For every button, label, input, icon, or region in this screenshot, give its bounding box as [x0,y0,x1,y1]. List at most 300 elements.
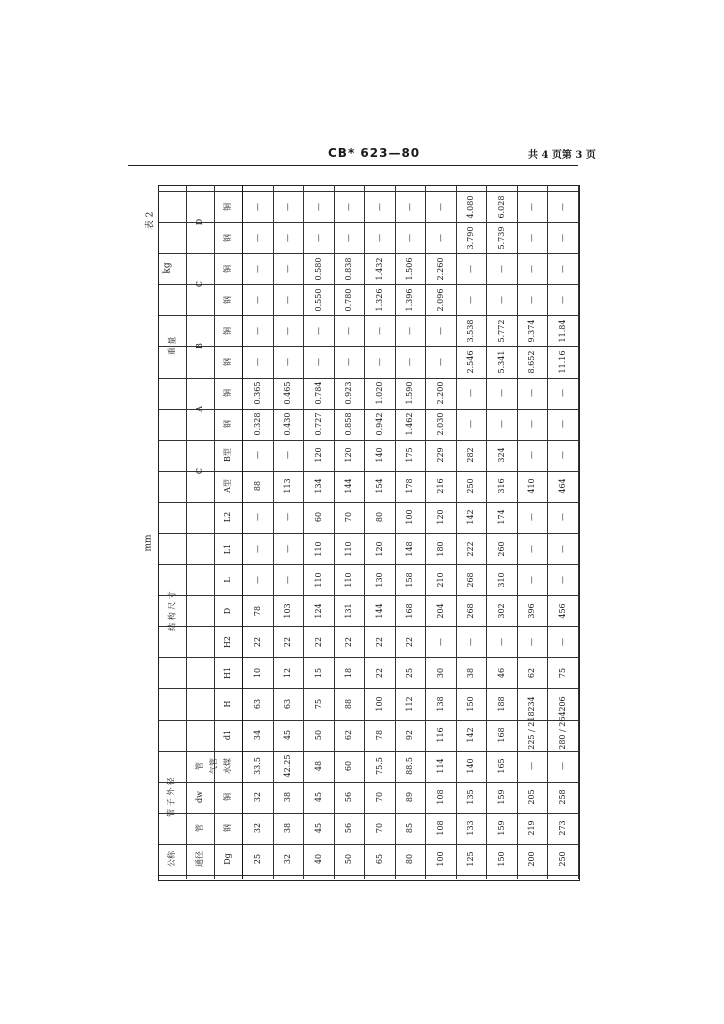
column-header: L1 [222,543,232,554]
table-cell: 42.25 [282,754,292,778]
table-cell: 38 [282,823,292,834]
column-header: 水煤 [222,758,232,775]
column-header: 钢 [222,358,232,366]
grid-line [547,185,548,879]
grid-line [395,185,396,879]
table-cell: 50 [313,729,323,741]
table-cell: 12 [282,667,292,678]
header-c: C [194,467,204,474]
table-cell: 219 [527,820,537,836]
table-cell: 48 [313,761,323,772]
table-cell: 273 [557,820,567,836]
table-cell: — [557,544,567,553]
column-header: D [222,607,232,614]
table-cell: 80 [374,512,384,523]
table-cell: — [557,295,567,304]
table-cell: 0.580 [313,257,323,281]
table-cell: 70 [374,823,384,834]
table-cell: 38 [282,792,292,803]
table-cell: — [282,202,292,211]
table-cell: 2.260 [435,257,445,281]
table-cell: — [252,326,262,335]
column-header: L [222,576,232,583]
table-cell: 5.772 [496,319,506,343]
table-cell: — [527,264,537,273]
column-header: 铜 [222,793,232,802]
table-cell: 11.16 [557,350,567,374]
table-cell: 280 / 264 [557,711,567,750]
grid-line [158,533,578,534]
table-cell: 11.84 [557,319,567,343]
grid-line [158,688,578,689]
table-cell: — [557,513,567,522]
table-cell: — [374,233,384,242]
table-cell: 113 [282,478,292,494]
table-cell: 100 [404,509,414,526]
table-cell: 25 [404,667,414,678]
table-cell: 200 [527,851,537,868]
table-cell: 100 [435,851,445,868]
table-cell: 120 [435,509,445,526]
table-cell: 174 [496,509,506,526]
table-cell: 131 [343,603,353,619]
table-cell: — [343,326,353,335]
grid-line [456,185,457,879]
table-cell: 65 [374,854,384,865]
table-cell: — [527,451,537,460]
table-cell: — [343,202,353,211]
table-cell: — [313,358,323,366]
table-cell: 260 [496,540,506,557]
table-cell: — [466,264,476,273]
table-cell: — [252,513,262,522]
table-cell: — [404,202,414,211]
table-cell: — [252,233,262,242]
table-cell: 150 [496,851,506,868]
table-cell: — [252,358,262,366]
table-cell: 142 [466,509,476,526]
table-cell: 22 [404,636,414,647]
table-cell: 56 [343,792,353,803]
table-cell: 112 [404,696,414,712]
header-mass: 重 量 [167,337,176,356]
table-cell: — [496,295,506,304]
table-cell: — [252,544,262,553]
table-cell: 110 [343,571,353,588]
table-cell: 1.506 [404,257,414,281]
table-cell: 103 [282,603,292,619]
table-cell: — [557,264,567,273]
table-cell: 30 [435,667,445,678]
table-cell: 1.396 [404,288,414,312]
table-cell: 33.5 [252,757,262,776]
table-cell: 34 [252,729,262,741]
table-cell: — [527,202,537,211]
table-cell: 9.374 [527,319,537,343]
header-pipe-od: 管 子 外 径 [167,777,177,818]
table-cell: 110 [313,540,323,557]
table-cell: — [435,233,445,242]
table-cell: 1.462 [404,412,414,436]
table-cell: 148 [404,540,414,557]
table-cell: 268 [466,603,476,619]
table-cell: 100 [374,696,384,712]
document-code: CB* 623—80 [328,146,421,160]
table-cell: — [343,233,353,242]
table-cell: 46 [496,667,506,678]
table-cell: — [343,358,353,366]
table-cell: — [527,420,537,429]
table-cell: 0.328 [252,412,262,436]
table-cell: 32 [252,792,262,803]
table-cell: 45 [313,823,323,834]
table-cell: 10 [252,667,262,678]
table-cell: — [282,326,292,335]
table-cell: 75 [313,698,323,710]
table-cell: 222 [466,540,476,557]
table-cell: — [557,389,567,398]
table-cell: — [527,762,537,771]
table-cell: 140 [466,758,476,774]
column-header: H [222,700,232,708]
grid-line [334,185,335,879]
table-cell: 22 [282,636,292,647]
table-cell: 180 [435,540,445,557]
column-header: 钢 [222,420,232,429]
table-cell: 22 [313,636,323,647]
table-cell: — [557,420,567,429]
table-cell: 140 [374,447,384,463]
table-cell: — [313,326,323,335]
table-cell: 120 [374,540,384,557]
column-header: 铜 [222,389,232,398]
table-cell: 110 [313,571,323,588]
table-cell: — [252,295,262,304]
table-cell: — [527,233,537,242]
table-cell: — [527,637,537,646]
grid-line [425,185,426,879]
grid-line [158,346,578,347]
table-cell: 0.838 [343,257,353,281]
table-cell: 0.465 [282,381,292,405]
column-header: H1 [222,666,232,679]
table-cell: 108 [435,820,445,836]
table-cell: 2.200 [435,381,445,405]
table-cell: 3.790 [466,226,476,250]
table-cell: — [252,575,262,584]
grid-line [486,185,487,879]
grid-line [158,284,578,285]
header-ga: A [194,405,204,412]
header-nominal: 公称 [166,851,176,868]
table-cell: — [282,233,292,242]
grid-line [517,185,518,879]
column-header: Dg [222,853,232,866]
table-cell: 56 [343,823,353,834]
table-cell: 6.028 [496,195,506,218]
table-cell: 234 [527,696,537,712]
table-cell: 0.365 [252,381,262,405]
table-cell: 110 [343,540,353,557]
column-header: 铜 [222,202,232,211]
table-cell: 25 [252,854,262,865]
table-cell: — [282,264,292,273]
grid-line [158,626,578,627]
column-header: d1 [222,729,232,741]
grid-line [158,315,578,316]
grid-line [273,185,274,879]
table-cell: 62 [527,667,537,678]
table-cell: — [527,544,537,553]
table-cell: 92 [404,729,414,741]
table-cell: 40 [313,854,323,865]
table-cell: — [404,326,414,335]
table-cell: 114 [435,758,445,774]
table-cell: 5.341 [496,350,506,374]
table-cell: 216 [435,478,445,494]
table-cell: — [527,513,537,522]
table-cell: 150 [466,696,476,712]
table-cell: 116 [435,727,445,743]
table-cell: — [435,202,445,211]
grid-line [364,185,365,879]
table-cell: 1.590 [404,381,414,405]
grid-line [303,185,304,879]
table-cell: — [527,575,537,584]
table-cell: — [374,202,384,211]
unit-dimension: mm [143,534,154,552]
header-gas-pipe: 气管 [208,758,218,775]
table-cell: 63 [282,698,292,710]
table-cell: 120 [343,447,353,463]
table-cell: 175 [404,447,414,463]
table-cell: — [282,544,292,553]
table-cell: 18 [343,667,353,678]
column-header: 铜 [222,326,232,335]
table-cell: — [557,451,567,460]
table-cell: 5.739 [496,226,506,250]
table-cell: — [466,420,476,429]
table-cell: 250 [557,851,567,868]
table-cell: 70 [374,792,384,803]
table-cell: 45 [282,729,292,741]
table-cell: — [252,451,262,460]
header-rule [128,165,578,166]
table-cell: — [466,295,476,304]
table-cell: 60 [313,512,323,523]
table-cell: 0.923 [343,381,353,405]
table-cell: 1.020 [374,381,384,405]
table-cell: 250 [466,478,476,494]
table-cell: — [557,202,567,211]
table-cell: 0.727 [313,412,323,436]
table-cell: 188 [496,696,506,712]
table-cell: 70 [343,512,353,523]
table-cell: — [374,326,384,335]
table-cell: — [527,295,537,304]
grid-line [186,185,187,879]
table-cell: 456 [557,603,567,619]
table-cell: 144 [343,478,353,494]
table-cell: 89 [404,792,414,803]
table-cell: — [282,575,292,584]
table-cell: 316 [496,478,506,494]
table-cell: — [557,762,567,771]
table-cell: 210 [435,571,445,588]
table-cell: 125 [466,851,476,868]
table-cell: 135 [466,789,476,805]
column-header: A型 [222,479,232,494]
table-cell: 50 [343,854,353,865]
table-cell: 0.430 [282,412,292,436]
table-cell: 124 [313,603,323,619]
data-table [158,185,580,881]
grid-line [158,657,578,658]
table-cell: 168 [404,603,414,619]
header-gb: B [194,343,204,350]
grid-line [158,564,578,565]
table-cell: — [313,202,323,211]
table-cell: — [496,637,506,646]
table-cell: 154 [374,478,384,494]
table-cell: 158 [404,571,414,588]
table-cell: — [313,233,323,242]
grid-line [158,191,578,192]
table-cell: 159 [496,820,506,836]
table-cell: 22 [252,636,262,647]
header-dims: 结 构 尺 寸 [167,590,176,631]
table-cell: 88 [343,698,353,710]
table-cell: — [435,326,445,335]
table-cell: 78 [252,605,262,616]
table-cell: 268 [466,571,476,588]
table-cell: — [557,637,567,646]
table-cell: 22 [374,636,384,647]
column-header: 铜 [222,264,232,273]
table-cell: 75 [557,667,567,678]
table-cell: 75.5 [374,757,384,776]
header-steel-pipe: 管 [194,824,204,833]
table-cell: — [404,233,414,242]
table-cell: 178 [404,478,414,494]
grid-line [158,875,578,876]
table-cell: 302 [496,603,506,619]
table-cell: — [282,513,292,522]
table-cell: 63 [252,698,262,710]
table-cell: 15 [313,667,323,678]
column-header: 钢 [222,233,232,242]
unit-mass: kg [162,262,173,274]
table-cell: — [557,233,567,242]
table-cell: 159 [496,789,506,805]
table-cell: 130 [374,571,384,588]
table-cell: — [404,358,414,366]
table-cell: — [252,202,262,211]
table-cell: 206 [557,696,567,712]
column-header: B型 [222,448,232,463]
table-cell: — [496,264,506,273]
table-cell: 142 [466,727,476,743]
table-cell: 258 [557,789,567,805]
table-cell: 88.5 [404,757,414,776]
table-cell: 410 [527,478,537,494]
table-cell: 229 [435,447,445,463]
table-cell: 62 [343,729,353,741]
table-cell: 204 [435,603,445,619]
table-cell: — [374,358,384,366]
table-cell: 32 [282,854,292,865]
header-gd: D [194,218,204,226]
grid-line [578,185,579,879]
table-cell: 108 [435,789,445,805]
table-cell: 38 [466,667,476,678]
table-cell: 85 [404,823,414,834]
table-cell: 0.784 [313,381,323,405]
table-cell: 2.096 [435,288,445,312]
table-cell: — [435,637,445,646]
table-label: 表 2 [145,211,156,230]
table-cell: 3.538 [466,319,476,343]
table-cell: 396 [527,603,537,619]
table-cell: 4.080 [466,195,476,218]
table-cell: 60 [343,761,353,772]
grid-line [158,222,578,223]
table-cell: 225 / 218 [527,711,537,750]
column-header: 钢 [222,295,232,304]
table-cell: — [496,389,506,398]
grid-line [158,595,578,596]
table-cell: 32 [252,823,262,834]
column-header: 钢 [222,824,232,833]
header-nominal-bore: 通径 [194,851,204,868]
table-cell: 464 [557,478,567,494]
table-cell: — [435,358,445,366]
table-cell: 168 [496,727,506,743]
table-cell: 8.652 [527,350,537,374]
table-cell: 1.432 [374,257,384,281]
grid-line [158,253,578,254]
table-cell: 0.858 [343,412,353,436]
table-cell: — [557,575,567,584]
column-header: L2 [222,512,232,523]
table-cell: 78 [374,729,384,741]
grid-line [242,185,243,879]
table-cell: 205 [527,789,537,805]
table-cell: 0.942 [374,412,384,436]
table-cell: 0.780 [343,288,353,312]
table-cell: 310 [496,571,506,588]
table-cell: 282 [466,447,476,463]
table-cell: 22 [343,636,353,647]
header-dw: dw [194,791,204,804]
table-cell: 88 [252,481,262,492]
table-cell: 144 [374,603,384,619]
column-header: H2 [222,635,232,648]
table-cell: 0.550 [313,288,323,312]
table-cell: 80 [404,854,414,865]
table-cell: 134 [313,478,323,494]
header-copper-pipe: 管 [194,762,204,771]
table-cell: — [282,451,292,460]
table-cell: — [282,358,292,366]
table-cell: — [282,295,292,304]
table-cell: — [466,637,476,646]
table-cell: 2.546 [466,350,476,374]
table-cell: 2.030 [435,412,445,436]
table-cell: 1.326 [374,288,384,312]
table-cell: 165 [496,758,506,774]
table-cell: 133 [466,820,476,836]
